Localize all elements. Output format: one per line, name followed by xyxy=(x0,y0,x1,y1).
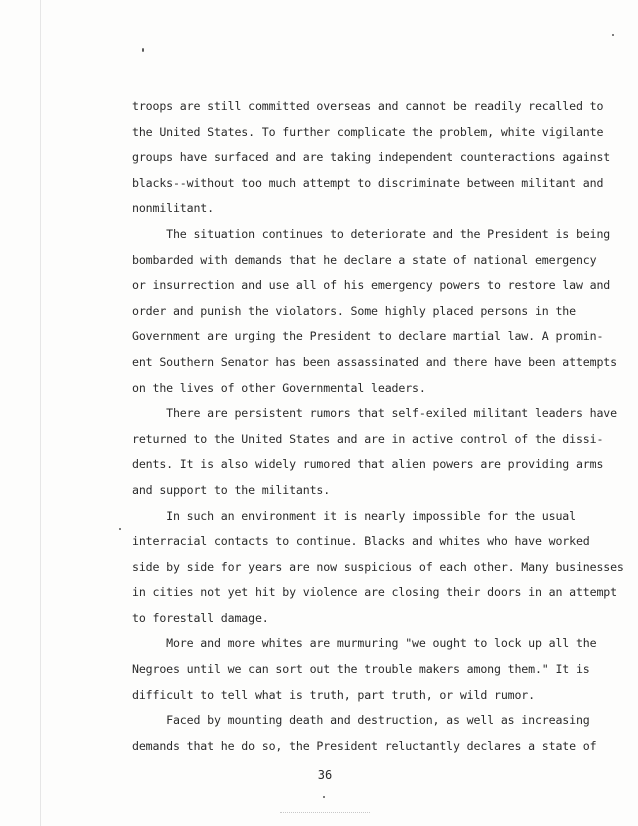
text-line: and support to the militants. xyxy=(132,482,331,497)
bottom-scan-mark xyxy=(280,812,370,814)
scan-speck xyxy=(612,34,614,36)
scan-speck xyxy=(323,796,325,798)
text-line: In such an environment it is nearly impossible for the usual xyxy=(132,508,576,523)
text-line: groups have surfaced and are taking independent counteractions against xyxy=(132,150,611,165)
text-line: blacks--without too much attempt to discriminate between militant and xyxy=(132,175,604,190)
body-text xyxy=(132,94,624,759)
text-line: difficult to tell what is truth, part truth, or wild rumor. xyxy=(132,687,535,702)
text-line: There are persistent rumors that self-exiled militant leaders have xyxy=(132,406,617,421)
scan-speck xyxy=(142,48,144,52)
text-line: Negroes until we can sort out the trouble makers among them." It is xyxy=(132,662,590,677)
text-line: order and punish the violators. Some highly placed persons in the xyxy=(132,303,576,318)
text-line: demands that he do so, the President reluctantly declares a state of xyxy=(132,738,597,753)
text-line: More and more whites are murmuring "we ought to lock up all the xyxy=(132,636,597,651)
text-line: Government are urging the President to declare martial law. A promin- xyxy=(132,329,604,344)
text-line: to forestall damage. xyxy=(132,610,269,625)
text-line: side by side for years are now suspicious of each other. Many businesses xyxy=(132,559,624,574)
text-line: or insurrection and use all of his emergency powers to restore law and xyxy=(132,278,611,293)
text-line: nonmilitant. xyxy=(132,201,214,216)
page-edge-shadow xyxy=(40,0,41,826)
page-number: 36 xyxy=(317,768,333,782)
text-line: in cities not yet hit by violence are closing their doors in an attempt xyxy=(132,585,617,600)
text-line: dents. It is also widely rumored that alien powers are providing arms xyxy=(132,457,604,472)
text-line: ent Southern Senator has been assassinated and there have been attempts xyxy=(132,354,617,369)
text-line: bombarded with demands that he declare a state of national emergency xyxy=(132,252,597,267)
text-line: Faced by mounting death and destruction, as well as increasing xyxy=(132,713,590,728)
text-line: on the lives of other Governmental leaders. xyxy=(132,380,426,395)
text-line: The situation continues to deteriorate and the President is being xyxy=(132,226,611,241)
text-line: the United States. To further complicate the problem, white vigilante xyxy=(132,124,604,139)
text-line: interracial contacts to continue. Blacks and whites who have worked xyxy=(132,534,590,549)
scan-speck xyxy=(119,528,121,530)
text-line: returned to the United States and are in active control of the dissi- xyxy=(132,431,604,446)
text-line: troops are still committed overseas and cannot be readily recalled to xyxy=(132,99,604,113)
